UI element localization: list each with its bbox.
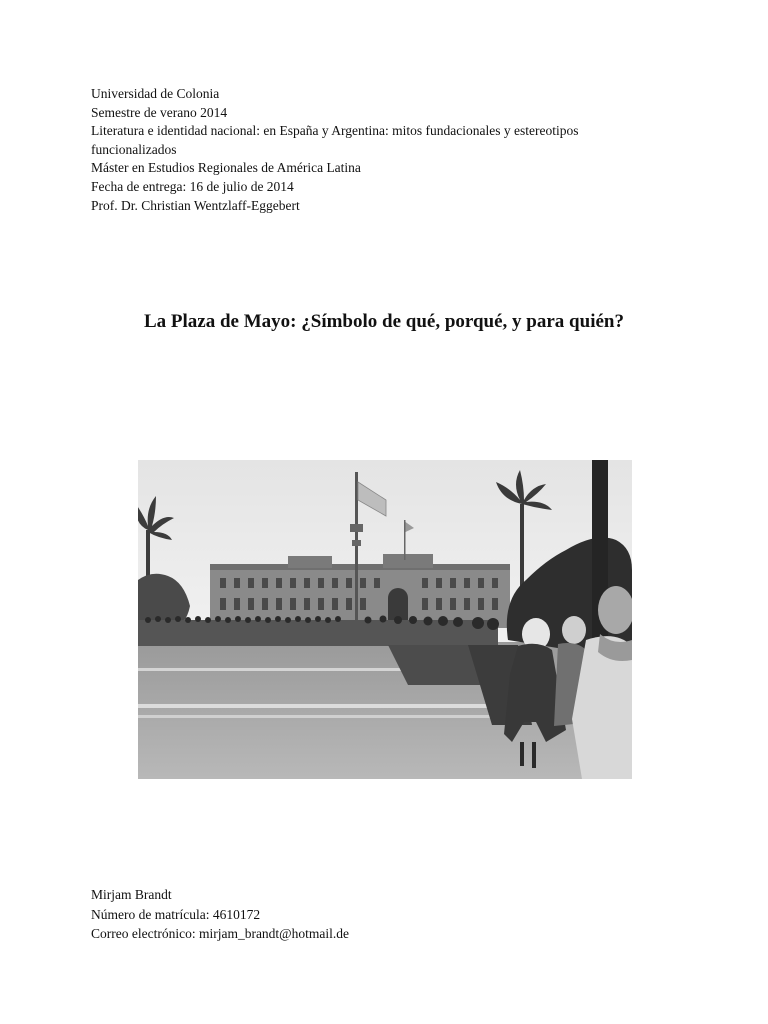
header-block [91, 85, 691, 215]
footer-block [91, 885, 691, 944]
course-line-1: Literatura e identidad nacional: en España y Argentina: mitos fundacionales y estereotipos [91, 123, 579, 139]
course-line-2: funcionalizados [91, 141, 177, 157]
photo-illustration [138, 460, 632, 779]
plaza-de-mayo-photo [138, 460, 632, 779]
semester-line: Semestre de verano 2014 [91, 104, 228, 120]
professor-line: Prof. Dr. Christian Wentzlaff-Eggebert [91, 197, 300, 213]
casa-rosada-building [210, 554, 510, 628]
document-title: La Plaza de Mayo: ¿Símbolo de qué, porqué, y para quién? [144, 311, 624, 332]
pavement-stripe [138, 715, 498, 718]
university-line: Universidad de Colonia [91, 86, 220, 101]
author-line: Mirjam Brandt [91, 887, 172, 902]
due-date-line: Fecha de entrega: 16 de julio de 2014 [91, 178, 294, 194]
pavement-stripe [138, 704, 508, 708]
pavement-stripe [138, 668, 438, 671]
student-id-line: Número de matrícula: 4610172 [91, 906, 261, 922]
email-line: Correo electrónico: mirjam_brandt@hotmail.de [91, 926, 349, 941]
program-line: Máster en Estudios Regionales de América Latina [91, 160, 361, 176]
